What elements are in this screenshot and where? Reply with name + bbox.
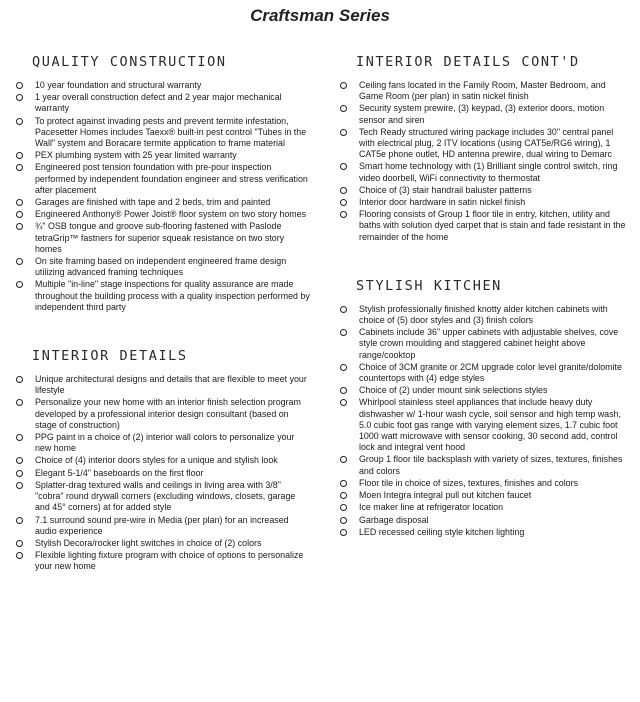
section-interior-details (14, 348, 310, 572)
feature-list (338, 304, 630, 538)
list-item: 1 year overall construction defect and 2 year major mechanical warranty (14, 92, 310, 114)
bullet-circle-icon (340, 456, 347, 463)
section-quality-construction (14, 54, 310, 313)
section-heading: INTERIOR DETAILS CONT'D (356, 54, 580, 70)
bullet-circle-icon (340, 129, 347, 136)
list-item: Unique architectural designs and details that are flexible to meet your lifestyle (14, 374, 310, 396)
list-item: Floor tile in choice of sizes, textures, finishes and colors (338, 478, 630, 489)
bullet-circle-icon (16, 118, 23, 125)
bullet-circle-icon (16, 540, 23, 547)
list-item: Ice maker line at refrigerator location (338, 502, 630, 513)
bullet-circle-icon (340, 199, 347, 206)
list-item: Garbage disposal (338, 515, 630, 526)
list-item: Choice of (3) stair handrail baluster patterns (338, 185, 630, 196)
feature-list (14, 80, 310, 313)
bullet-circle-icon (340, 364, 347, 371)
list-item: Smart home technology with (1) Brilliant single control switch, ring video doorbell, WiFi connectivity to thermostat (338, 161, 630, 183)
bullet-circle-icon (16, 82, 23, 89)
list-item: Splatter-drag textured walls and ceilings in living area with 3/8" "cobra" round drywall corners (excluding windows, closets, garage and 45° corners) at for added style (14, 480, 310, 514)
bullet-circle-icon (340, 187, 347, 194)
list-item: Elegant 5-1/4" baseboards on the first floor (14, 468, 310, 479)
bullet-circle-icon (16, 281, 23, 288)
list-item: To protect against invading pests and prevent termite infestation, Pacesetter Homes includes Taexx® built-in pest control "Tubes in the Wall" system and Boracare termite application to frame material (14, 116, 310, 150)
bullet-circle-icon (16, 199, 23, 206)
bullet-circle-icon (16, 552, 23, 559)
feature-list (338, 80, 630, 243)
bullet-circle-icon (16, 470, 23, 477)
list-item: Personalize your new home with an interior finish selection program developed by a professional interior design consultant (based on stage of construction) (14, 397, 310, 431)
bullet-circle-icon (340, 163, 347, 170)
list-item: Interior door hardware in satin nickel finish (338, 197, 630, 208)
list-item: Stylish professionally finished knotty alder kitchen cabinets with choice of (5) door styles and (3) finish colors (338, 304, 630, 326)
list-item: 10 year foundation and structural warranty (14, 80, 310, 91)
bullet-circle-icon (340, 399, 347, 406)
bullet-circle-icon (16, 164, 23, 171)
series-title: Craftsman Series (250, 6, 390, 25)
bullet-circle-icon (16, 223, 23, 230)
bullet-circle-icon (16, 434, 23, 441)
list-item: PEX plumbing system with 25 year limited warranty (14, 150, 310, 161)
section-heading: INTERIOR DETAILS (32, 348, 188, 365)
section-stylish-kitchen (338, 278, 630, 538)
section-heading: STYLISH KITCHEN (356, 277, 502, 294)
bullet-circle-icon (16, 152, 23, 159)
feature-list (14, 374, 310, 572)
list-item: Flooring consists of Group 1 floor tile in entry, kitchen, utility and baths with solution dyed carpet that is stain and fade resistant in the remainder of the home (338, 209, 630, 243)
list-item: Tech Ready structured wiring package includes 30" central panel with electrical plug, 2 ITV locations (using CAT5e/RG6 wiring), 1 CAT5e phone outlet, HD antenna prewire, dual wiring to Demarc (338, 127, 630, 161)
bullet-circle-icon (340, 529, 347, 536)
bullet-circle-icon (340, 480, 347, 487)
list-item: Choice of (4) interior doors styles for a unique and stylish look (14, 455, 310, 466)
bullet-circle-icon (16, 258, 23, 265)
list-item: Choice of 3CM granite or 2CM upgrade color level granite/dolomite countertops with (4) edge styles (338, 362, 630, 384)
bullet-circle-icon (340, 517, 347, 524)
list-item: Garages are finished with tape and 2 beds, trim and painted (14, 197, 310, 208)
list-item: Flexible lighting fixture program with choice of options to personalize your new home (14, 550, 310, 572)
bullet-circle-icon (16, 482, 23, 489)
list-item: Ceiling fans located in the Family Room, Master Bedroom, and Game Room (per plan) in satin nickel finish (338, 80, 630, 102)
list-item: Multiple "in-line" stage inspections for quality assurance are made throughout the building process with a quality inspection performed by independent third party (14, 279, 310, 313)
bullet-circle-icon (16, 211, 23, 218)
bullet-circle-icon (340, 82, 347, 89)
bullet-circle-icon (340, 492, 347, 499)
section-interior-details-contd (338, 54, 630, 243)
list-item: Group 1 floor tile backsplash with variety of sizes, textures, finishes and colors (338, 454, 630, 476)
list-item: Security system prewire, (3) keypad, (3) exterior doors, motion sensor and siren (338, 103, 630, 125)
bullet-circle-icon (16, 457, 23, 464)
bullet-circle-icon (340, 329, 347, 336)
bullet-circle-icon (340, 387, 347, 394)
list-item: Stylish Decora/rocker light switches in choice of (2) colors (14, 538, 310, 549)
bullet-circle-icon (340, 211, 347, 218)
list-item: PPG paint in a choice of (2) interior wall colors to personalize your new home (14, 432, 310, 454)
bullet-circle-icon (340, 306, 347, 313)
list-item: On site framing based on independent engineered frame design utilizing advanced framing techniques (14, 256, 310, 278)
list-item: Choice of (2) under mount sink selections styles (338, 385, 630, 396)
bullet-circle-icon (16, 94, 23, 101)
left-column (14, 54, 310, 574)
list-item: Whirlpool stainless steel appliances that include heavy duty dishwasher w/ 1-hour wash cycle, soil sensor and high temp wash, 5.0 cubic foot gas range with varying element sizes, 1.7 cubic foot 1000 watt microwave with sensor cooking, 30 second add, control lock and integral vent hood (338, 397, 630, 453)
list-item: 7.1 surround sound pre-wire in Media (per plan) for an increased audio experience (14, 515, 310, 537)
list-item: Engineered Anthony® Power Joist® floor system on two story homes (14, 209, 310, 220)
bullet-circle-icon (16, 376, 23, 383)
bullet-circle-icon (340, 504, 347, 511)
list-item: ¾" OSB tongue and groove sub-flooring fastened with Paslode tetraGrip™ fastners for superior squeak resistance on two story homes (14, 221, 310, 255)
bullet-circle-icon (16, 399, 23, 406)
list-item: LED recessed ceiling style kitchen lighting (338, 527, 630, 538)
list-item: Engineered post tension foundation with pre-pour inspection performed by independent foundation engineer and stress verification after placement (14, 162, 310, 196)
bullet-circle-icon (16, 517, 23, 524)
right-column (338, 54, 630, 539)
bullet-circle-icon (340, 105, 347, 112)
list-item: Moen Integra integral pull out kitchen faucet (338, 490, 630, 501)
list-item: Cabinets include 36" upper cabinets with adjustable shelves, cove style crown moulding and staggered cabinet height above range/cooktop (338, 327, 630, 361)
section-heading: QUALITY CONSTRUCTION (32, 54, 227, 70)
